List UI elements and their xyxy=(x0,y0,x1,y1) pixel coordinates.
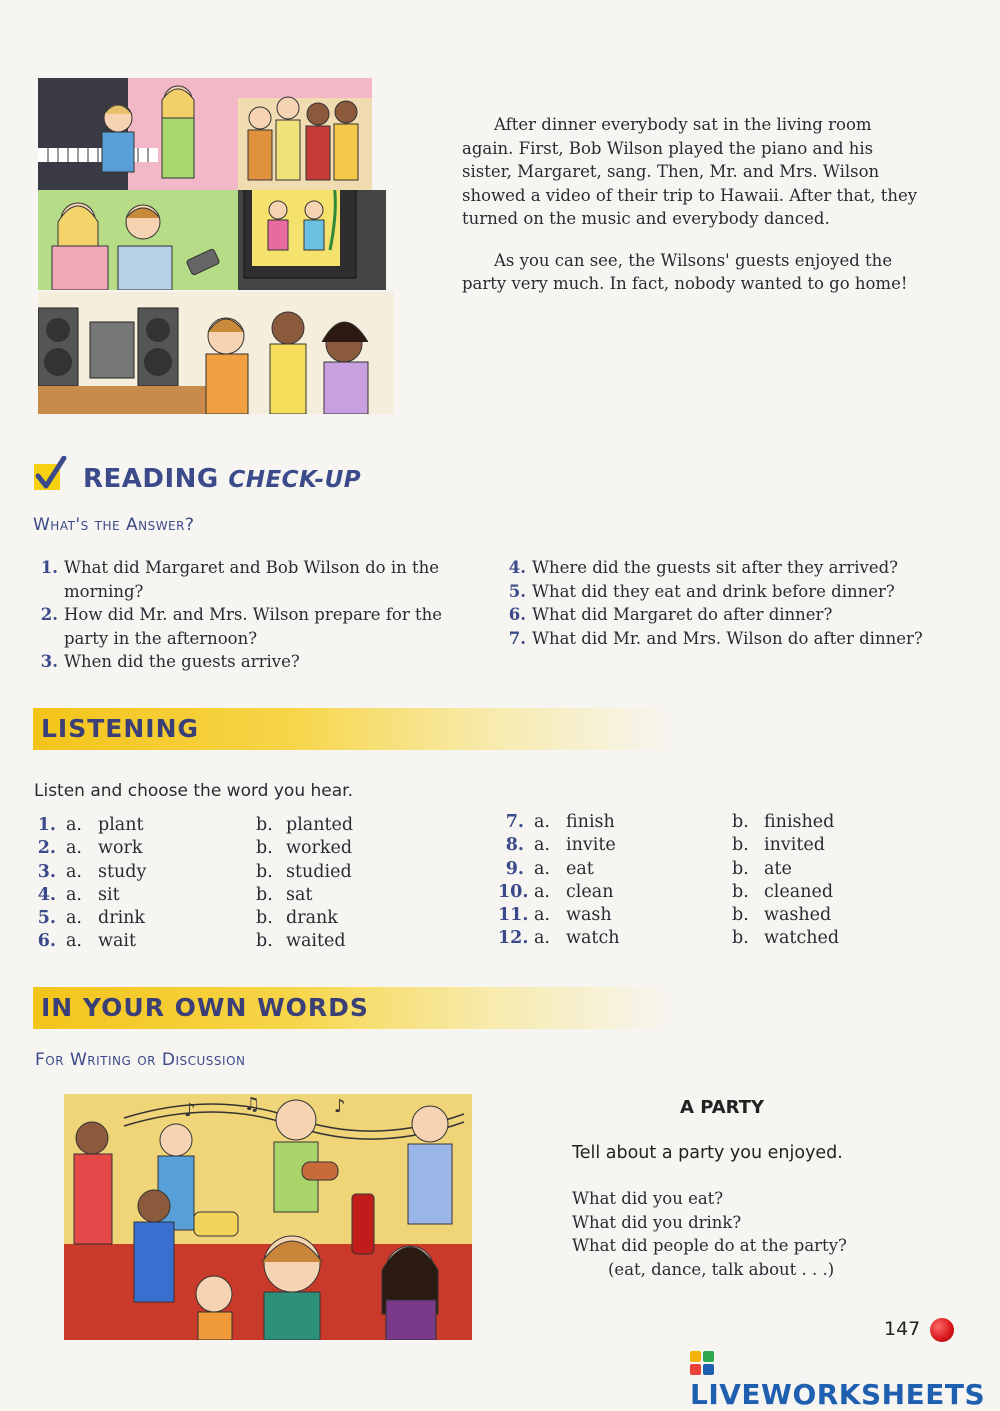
letter-a: a. xyxy=(534,835,550,856)
choice-a[interactable]: work xyxy=(98,838,143,859)
choice-b[interactable]: drank xyxy=(286,908,338,929)
letter-b: b. xyxy=(732,835,749,856)
page-number: 147 xyxy=(884,1318,921,1340)
letter-a: a. xyxy=(534,881,550,902)
letter-a: a. xyxy=(534,858,550,879)
item-number: 8. xyxy=(505,835,524,856)
party-title: A PARTY xyxy=(680,1097,765,1118)
item-number: 9. xyxy=(505,858,524,879)
letter-a: a. xyxy=(66,884,82,905)
question-number: 5. xyxy=(508,581,526,601)
brand-text: LIVEWORKSHEETS xyxy=(690,1378,986,1411)
item-number: 5. xyxy=(37,908,56,929)
choice-b[interactable]: finished xyxy=(764,812,835,832)
illustration-video-tv xyxy=(38,190,386,290)
illustration-dancing-guests xyxy=(38,292,394,414)
listening-list-left xyxy=(30,814,410,954)
choice-a[interactable]: sit xyxy=(98,884,120,905)
question-number: 2. xyxy=(40,605,58,624)
item-number: 7. xyxy=(505,812,524,832)
letter-b: b. xyxy=(732,881,749,902)
choice-a[interactable]: watch xyxy=(566,928,620,949)
listening-item xyxy=(30,861,410,884)
reading-checkup-title-main: READING xyxy=(83,464,219,494)
letter-b: b. xyxy=(256,931,273,952)
choice-b[interactable]: cleaned xyxy=(764,881,834,902)
questions-right xyxy=(500,556,950,650)
item-number: 2. xyxy=(37,838,56,859)
question-item xyxy=(32,650,452,674)
listening-item xyxy=(498,834,898,857)
choice-b[interactable]: worked xyxy=(286,838,353,859)
brand-mark-icon xyxy=(690,1351,714,1375)
party-questions xyxy=(572,1187,912,1281)
question-item xyxy=(500,556,950,580)
question-text: How did Mr. and Mrs. Wilson prepare for the party in the afternoon? xyxy=(64,605,443,648)
reading-checkup-title xyxy=(83,464,361,494)
letter-a: a. xyxy=(66,838,82,859)
listening-item xyxy=(498,881,898,904)
whats-the-answer-subtitle: What's the Answer? xyxy=(33,515,195,535)
choice-b[interactable]: waited xyxy=(286,931,346,952)
listening-item xyxy=(498,927,898,950)
item-number: 12. xyxy=(498,928,529,949)
letter-a: a. xyxy=(534,905,550,926)
question-text: What did Margaret and Bob Wilson do in the morning? xyxy=(64,558,440,601)
choice-a[interactable]: finish xyxy=(566,812,615,832)
item-number: 3. xyxy=(37,861,56,882)
item-number: 10. xyxy=(498,881,529,902)
listening-item xyxy=(498,858,898,881)
item-number: 1. xyxy=(37,815,56,835)
illustration-piano-singing xyxy=(38,78,372,196)
svg-text:♫: ♫ xyxy=(244,1094,261,1115)
listening-item xyxy=(30,884,410,907)
story-text xyxy=(462,113,922,314)
listening-header-band xyxy=(33,708,673,750)
question-number: 6. xyxy=(508,605,526,624)
choice-b[interactable]: planted xyxy=(286,815,354,835)
question-item xyxy=(500,580,950,604)
question-item xyxy=(500,627,950,651)
letter-b: b. xyxy=(256,815,273,835)
listening-list-right xyxy=(498,811,898,951)
item-number: 4. xyxy=(37,884,56,905)
party-question: What did you eat? xyxy=(572,1189,724,1208)
choice-a[interactable]: wash xyxy=(566,905,612,926)
choice-b[interactable]: invited xyxy=(764,835,825,856)
question-text: What did Margaret do after dinner? xyxy=(532,605,833,624)
letter-a: a. xyxy=(66,861,82,882)
question-text: When did the guests arrive? xyxy=(64,652,300,671)
letter-a: a. xyxy=(534,812,550,832)
writing-discussion-subtitle: For Writing or Discussion xyxy=(35,1050,246,1070)
choice-b[interactable]: sat xyxy=(286,884,313,905)
svg-text:♪: ♪ xyxy=(334,1096,346,1117)
listening-item xyxy=(498,904,898,927)
item-number: 6. xyxy=(37,931,56,952)
choice-b[interactable]: watched xyxy=(764,928,840,949)
question-text: What did Mr. and Mrs. Wilson do after dinner? xyxy=(532,628,923,648)
choice-b[interactable]: washed xyxy=(764,905,832,926)
letter-b: b. xyxy=(256,838,273,859)
story-paragraph-1: After dinner everybody sat in the living room again. First, Bob Wilson played the piano and his sister, Margaret, sang. Then, Mr. and Mrs. Wilson showed a video of their trip to Hawaii. After that, they turned on the music and everybody danced. xyxy=(462,115,918,228)
listening-item xyxy=(30,930,410,953)
letter-b: b. xyxy=(256,908,273,929)
svg-text:♪: ♪ xyxy=(184,1100,196,1121)
listening-instruction: Listen and choose the word you hear. xyxy=(34,781,353,801)
party-question: What did people do at the party? xyxy=(572,1236,847,1255)
letter-b: b. xyxy=(732,858,749,879)
letter-b: b. xyxy=(732,812,749,832)
choice-a[interactable]: wait xyxy=(98,931,137,952)
letter-a: a. xyxy=(534,928,550,949)
party-prompt: Tell about a party you enjoyed. xyxy=(572,1143,843,1163)
choice-a[interactable]: plant xyxy=(98,815,144,835)
letter-a: a. xyxy=(66,908,82,929)
letter-b: b. xyxy=(732,928,749,949)
brand-logo[interactable] xyxy=(690,1345,1000,1411)
item-number: 11. xyxy=(498,905,529,926)
question-item xyxy=(500,603,950,627)
listening-item xyxy=(30,907,410,930)
questions-left xyxy=(32,556,452,674)
choice-a[interactable]: study xyxy=(98,861,147,882)
choice-a[interactable]: clean xyxy=(566,881,614,902)
checkmark-icon xyxy=(32,456,68,492)
question-number: 7. xyxy=(508,628,526,648)
question-text: What did they eat and drink before dinner? xyxy=(532,581,895,601)
letter-b: b. xyxy=(732,905,749,926)
question-text: Where did the guests sit after they arrived? xyxy=(532,558,898,577)
page-dot-icon xyxy=(930,1318,954,1342)
question-number: 3. xyxy=(40,652,58,671)
question-number: 1. xyxy=(40,558,58,577)
story-paragraph-2: As you can see, the Wilsons' guests enjoyed the party very much. In fact, nobody wanted to go home! xyxy=(462,250,908,293)
letter-a: a. xyxy=(66,815,82,835)
illustration-party-scene xyxy=(64,1094,472,1340)
party-hint: (eat, dance, talk about . . .) xyxy=(608,1259,835,1279)
choice-b[interactable]: ate xyxy=(764,858,792,879)
party-question: What did you drink? xyxy=(572,1212,742,1232)
letter-b: b. xyxy=(256,884,273,905)
listening-title: LISTENING xyxy=(41,714,200,743)
reading-checkup-title-italic: CHECK-UP xyxy=(228,467,362,493)
choice-a[interactable]: invite xyxy=(566,835,616,856)
question-number: 4. xyxy=(508,558,526,577)
listening-item xyxy=(30,837,410,860)
own-words-header-band xyxy=(33,987,673,1029)
choice-a[interactable]: eat xyxy=(566,858,594,879)
letter-b: b. xyxy=(256,861,273,882)
question-item xyxy=(32,603,452,650)
listening-item xyxy=(498,811,898,834)
question-item xyxy=(32,556,452,603)
letter-a: a. xyxy=(66,931,82,952)
choice-b[interactable]: studied xyxy=(286,861,352,882)
own-words-title: IN YOUR OWN WORDS xyxy=(41,993,369,1022)
listening-item xyxy=(30,814,410,837)
choice-a[interactable]: drink xyxy=(98,908,146,929)
